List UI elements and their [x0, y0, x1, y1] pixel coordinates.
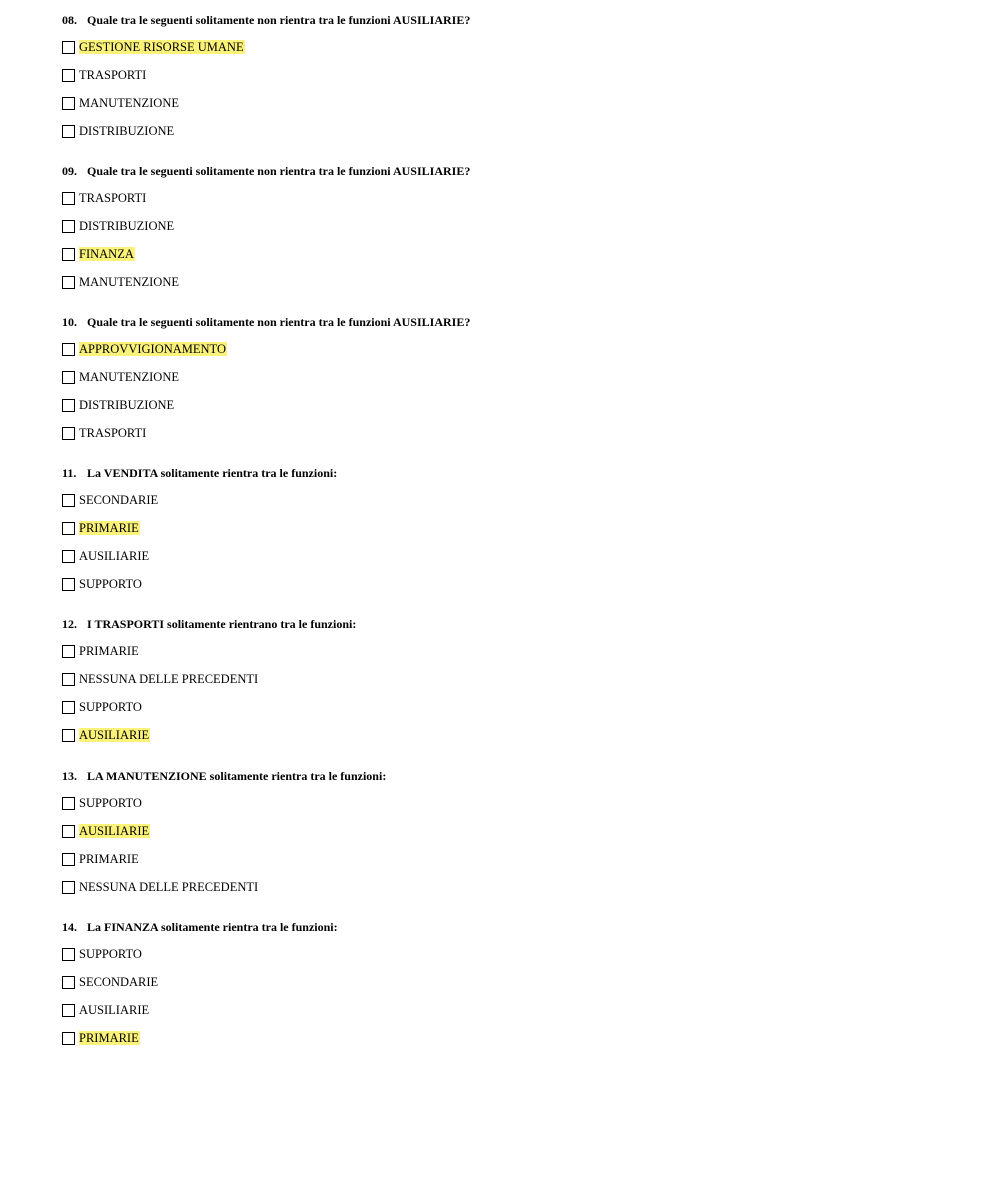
option-label: SECONDARIE — [79, 975, 159, 989]
option-checkbox[interactable] — [62, 69, 75, 82]
option-checkbox[interactable] — [62, 97, 75, 110]
option-checkbox[interactable] — [62, 550, 75, 563]
option-label: DISTRIBUZIONE — [79, 398, 175, 412]
question-text: LA MANUTENZIONE solitamente rientra tra le funzioni: — [87, 769, 387, 783]
option-label: TRASPORTI — [79, 191, 147, 205]
option-label: DISTRIBUZIONE — [79, 124, 175, 138]
option-checkbox[interactable] — [62, 1032, 75, 1045]
option-label: SUPPORTO — [79, 577, 142, 591]
option-label: SUPPORTO — [79, 796, 142, 810]
option-checkbox[interactable] — [62, 948, 75, 961]
option[interactable] — [62, 67, 147, 83]
question-number: 13. — [62, 769, 77, 783]
option[interactable] — [62, 123, 175, 139]
option-checkbox[interactable] — [62, 522, 75, 535]
question-title — [62, 314, 962, 330]
option-checkbox[interactable] — [62, 41, 75, 54]
option[interactable] — [62, 671, 259, 687]
question-number: 14. — [62, 920, 77, 934]
question-number: 11. — [62, 466, 77, 480]
option-checkbox[interactable] — [62, 494, 75, 507]
option-checkbox[interactable] — [62, 701, 75, 714]
question-text: Quale tra le seguenti solitamente non rientra tra le funzioni AUSILIARIE? — [87, 13, 471, 27]
option[interactable] — [62, 39, 245, 55]
question-11 — [62, 466, 962, 591]
question-text: Quale tra le seguenti solitamente non rientra tra le funzioni AUSILIARIE? — [87, 315, 471, 329]
option-label: AUSILIARIE — [79, 549, 150, 563]
option-label: FINANZA — [79, 247, 134, 261]
option-label: PRIMARIE — [79, 521, 139, 535]
option-checkbox[interactable] — [62, 578, 75, 591]
option-checkbox[interactable] — [62, 343, 75, 356]
option-checkbox[interactable] — [62, 853, 75, 866]
option[interactable] — [62, 946, 143, 962]
option-label: SUPPORTO — [79, 947, 142, 961]
question-text: La FINANZA solitamente rientra tra le funzioni: — [87, 920, 338, 934]
option-checkbox[interactable] — [62, 248, 75, 261]
option-checkbox[interactable] — [62, 371, 75, 384]
question-number: 09. — [62, 164, 77, 178]
option[interactable] — [62, 1030, 140, 1046]
question-text: Quale tra le seguenti solitamente non rientra tra le funzioni AUSILIARIE? — [87, 164, 471, 178]
option-label: TRASPORTI — [79, 68, 147, 82]
question-08 — [62, 13, 962, 138]
option-label: NESSUNA DELLE PRECEDENTI — [79, 672, 259, 686]
option-label: MANUTENZIONE — [79, 275, 179, 289]
question-title — [62, 465, 962, 481]
option-checkbox[interactable] — [62, 220, 75, 233]
option-checkbox[interactable] — [62, 1004, 75, 1017]
option[interactable] — [62, 397, 175, 413]
option-checkbox[interactable] — [62, 729, 75, 742]
question-14 — [62, 920, 962, 1045]
option-label: PRIMARIE — [79, 852, 139, 866]
option[interactable] — [62, 974, 159, 990]
option[interactable] — [62, 548, 150, 564]
option-label: APPROVVIGIONAMENTO — [79, 342, 226, 356]
option[interactable] — [62, 218, 175, 234]
question-title — [62, 616, 962, 632]
option-label: DISTRIBUZIONE — [79, 219, 175, 233]
option-checkbox[interactable] — [62, 399, 75, 412]
option[interactable] — [62, 520, 140, 536]
option-checkbox[interactable] — [62, 976, 75, 989]
option[interactable] — [62, 369, 180, 385]
question-10 — [62, 315, 962, 440]
option[interactable] — [62, 246, 135, 262]
option[interactable] — [62, 699, 143, 715]
option-checkbox[interactable] — [62, 797, 75, 810]
option[interactable] — [62, 274, 180, 290]
option[interactable] — [62, 341, 227, 357]
option-label: PRIMARIE — [79, 1031, 139, 1045]
question-title — [62, 768, 962, 784]
question-title — [62, 163, 962, 179]
option-label: TRASPORTI — [79, 426, 147, 440]
question-number: 08. — [62, 13, 77, 27]
option-checkbox[interactable] — [62, 192, 75, 205]
option-label: MANUTENZIONE — [79, 370, 179, 384]
option-label: AUSILIARIE — [79, 728, 150, 742]
question-title — [62, 12, 962, 28]
option-checkbox[interactable] — [62, 645, 75, 658]
option-checkbox[interactable] — [62, 427, 75, 440]
option-checkbox[interactable] — [62, 673, 75, 686]
option-label: AUSILIARIE — [79, 1003, 150, 1017]
option[interactable] — [62, 823, 150, 839]
option-label: SUPPORTO — [79, 700, 142, 714]
option[interactable] — [62, 492, 159, 508]
question-number: 12. — [62, 617, 77, 631]
option[interactable] — [62, 727, 150, 743]
option-label: NESSUNA DELLE PRECEDENTI — [79, 880, 259, 894]
question-number: 10. — [62, 315, 77, 329]
option-label: MANUTENZIONE — [79, 96, 179, 110]
option[interactable] — [62, 1002, 150, 1018]
option-checkbox[interactable] — [62, 881, 75, 894]
option-checkbox[interactable] — [62, 825, 75, 838]
question-text: I TRASPORTI solitamente rientrano tra le funzioni: — [87, 617, 357, 631]
option-label: AUSILIARIE — [79, 824, 150, 838]
question-text: La VENDITA solitamente rientra tra le funzioni: — [87, 466, 338, 480]
option[interactable] — [62, 879, 259, 895]
option-label: GESTIONE RISORSE UMANE — [79, 40, 244, 54]
option[interactable] — [62, 190, 147, 206]
option[interactable] — [62, 643, 140, 659]
question-title — [62, 919, 962, 935]
option-label: PRIMARIE — [79, 644, 139, 658]
option-checkbox[interactable] — [62, 125, 75, 138]
option-label: SECONDARIE — [79, 493, 159, 507]
option-checkbox[interactable] — [62, 276, 75, 289]
option[interactable] — [62, 425, 147, 441]
option[interactable] — [62, 851, 140, 867]
question-09 — [62, 164, 962, 289]
option[interactable] — [62, 95, 180, 111]
question-13 — [62, 769, 962, 894]
question-12 — [62, 617, 962, 742]
option[interactable] — [62, 795, 143, 811]
option[interactable] — [62, 576, 143, 592]
